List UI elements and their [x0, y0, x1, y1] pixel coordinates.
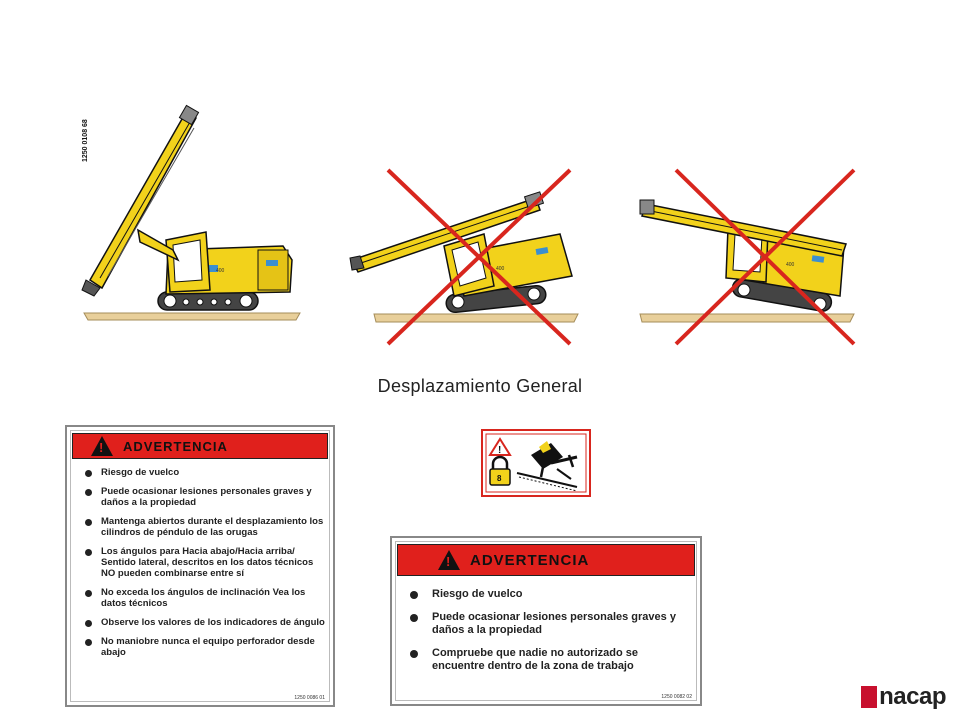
list-item: Riesgo de vuelco [85, 467, 325, 478]
list-item: No maniobre nunca el equipo perforador desde abajo [85, 636, 325, 658]
warning-sign-right-title: ADVERTENCIA [470, 551, 590, 569]
list-item: No exceda los ángulos de inclinación Vea los datos técnicos [85, 587, 325, 609]
bullet-icon [85, 519, 92, 526]
rig1-code-label: 1250 0108 68 [82, 119, 89, 162]
rig2-model-label: 400 [496, 266, 505, 272]
warning-sign-left-header [72, 433, 328, 459]
inacap-logo-mark-icon [861, 686, 877, 708]
bullet-icon [85, 639, 92, 646]
warning-sign-right-list [410, 588, 690, 683]
bullet-icon [410, 591, 418, 599]
warning-sign-left [65, 425, 335, 707]
rig3-model-label: 400 [786, 262, 795, 268]
bullet-icon [410, 614, 418, 622]
list-item: Mantenga abiertos durante el desplazamiento los cilindros de péndulo de las orugas [85, 516, 325, 538]
warning-triangle-icon: ! [438, 550, 460, 570]
warning-triangle-icon: ! [91, 436, 113, 456]
drill-rig-incorrect-illustration-1 [346, 168, 586, 346]
bullet-icon [410, 650, 418, 658]
rig1-model-label: 400 [216, 268, 225, 274]
bullet-icon [85, 549, 92, 556]
inacap-logo-text: nacap [879, 683, 946, 710]
warning-sign-right-code: 1250 0082 02 [661, 694, 692, 700]
svg-text:!: ! [498, 445, 502, 456]
bullet-icon [85, 620, 92, 627]
warning-sign-left-title: ADVERTENCIA [123, 438, 228, 454]
list-item: Puede ocasionar lesiones personales graves y daños a la propiedad [85, 486, 325, 508]
bullet-icon [85, 590, 92, 597]
list-item: Puede ocasionar lesiones personales graves y daños a la propiedad [410, 611, 690, 637]
warning-sign-left-code: 1250 0086 01 [294, 695, 325, 701]
warning-sign-right-header [397, 544, 695, 576]
list-item: Observe los valores de los indicadores de ángulo [85, 617, 325, 628]
list-item: Compruebe que nadie no autorizado se encuentre dentro de la zona de trabajo [410, 647, 690, 673]
svg-text:8: 8 [497, 474, 502, 483]
bullet-icon [85, 470, 92, 477]
list-item: Riesgo de vuelco [410, 588, 690, 601]
list-item: Los ángulos para Hacia abajo/Hacia arriba/ Sentido lateral, descritos en los datos técnicos NO pueden combinarse entre sí [85, 546, 325, 579]
warning-sign-right [390, 536, 702, 706]
tipping-hazard-pictogram [481, 429, 591, 497]
caption-text: Desplazamiento General [377, 376, 583, 396]
inacap-logo [861, 683, 946, 711]
warning-sign-left-list [85, 467, 325, 666]
drill-rig-correct-illustration [78, 100, 318, 325]
drill-rig-incorrect-illustration-2 [636, 168, 860, 346]
bullet-icon [85, 489, 92, 496]
